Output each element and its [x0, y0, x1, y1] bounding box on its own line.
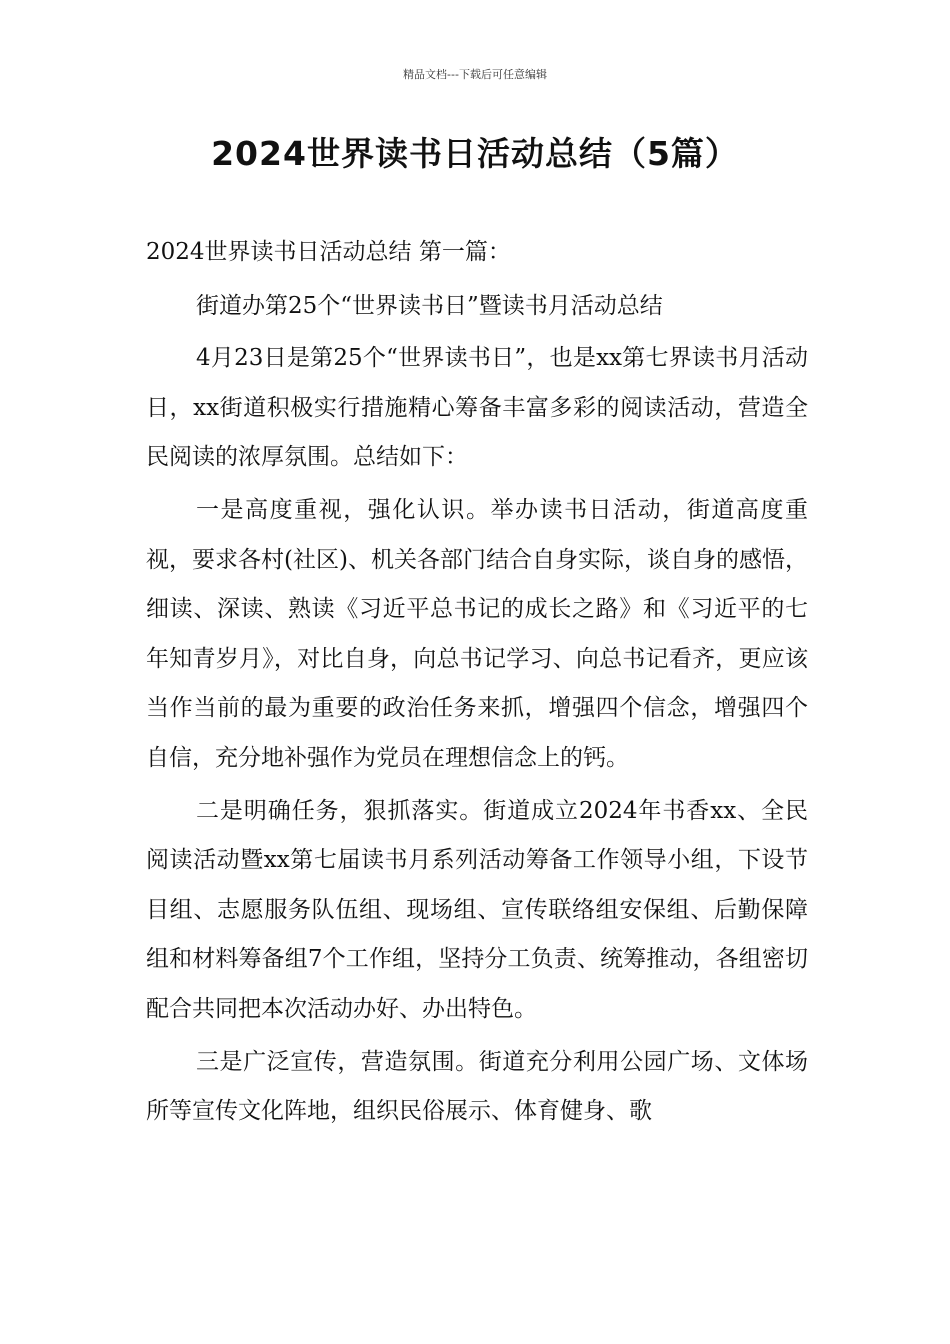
section-heading: 2024世界读书日活动总结 第一篇：: [146, 239, 511, 265]
document-body: [146, 228, 808, 1140]
paragraph: 三是广泛宣传，营造氛围。街道充分利用公园广场、文体场所等宣传文化阵地，组织民俗展示、体育健身、歌: [146, 1048, 808, 1125]
paragraph: 一是高度重视，强化认识。举办读书日活动，街道高度重视，要求各村(社区)、机关各部门结合自身实际，谈自身的感悟，细读、深读、熟读《习近平总书记的成长之路》和《习近平的七年知青岁月》，对比自身，向总书记学习、向总书记看齐，更应该当作当前的最为重要的政治任务来抓，增强四个信念，增强四个自信，充分地补强作为党员在理想信念上的钙。: [146, 496, 808, 771]
article-title: 街道办第25个“世界读书日”暨读书月活动总结: [196, 292, 663, 319]
page-header: 精品文档---下载后可任意编辑: [403, 68, 547, 81]
paragraph: 二是明确任务，狠抓落实。街道成立2024年书香xx、全民阅读活动暨xx第七届读书月系列活动筹备工作领导小组，下设节目组、志愿服务队伍组、现场组、宣传联络组安保组、后勤保障组和材料筹备组7个工作组，坚持分工负责、统筹推动，各组密切配合共同把本次活动办好、办出特色。: [146, 797, 808, 1022]
document-title: 2024世界读书日活动总结（5篇）: [211, 134, 739, 173]
paragraph: 4月23日是第25个“世界读书日”，也是xx第七界读书月活动日，xx街道积极实行措施精心筹备丰富多彩的阅读活动，营造全民阅读的浓厚氛围。总结如下：: [146, 345, 808, 471]
